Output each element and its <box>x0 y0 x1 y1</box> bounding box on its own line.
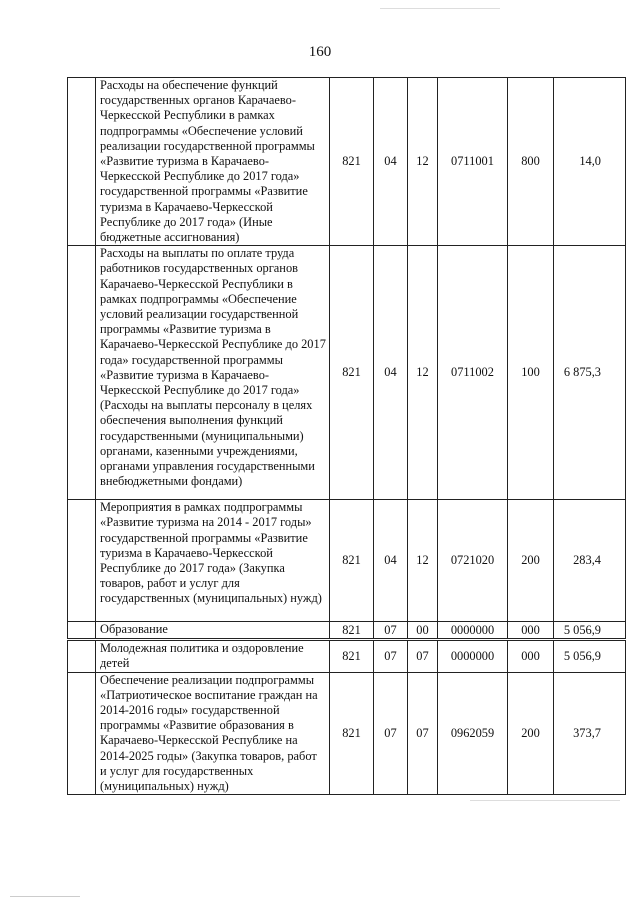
expense-name-cell: Молодежная политика и оздоровление детей <box>96 640 330 672</box>
subsection-code-cell: 12 <box>408 500 438 622</box>
page-number: 160 <box>308 44 332 60</box>
target-article-cell: 0000000 <box>438 622 508 640</box>
table-row <box>68 246 626 500</box>
scan-artifact <box>380 8 500 9</box>
grbs-code-cell: 821 <box>330 246 374 500</box>
table-row <box>68 78 626 246</box>
section-code-cell: 04 <box>374 78 408 246</box>
target-article-cell: 0711001 <box>438 78 508 246</box>
target-article-cell: 0000000 <box>438 640 508 672</box>
subsection-code-cell: 00 <box>408 622 438 640</box>
target-article-cell: 0721020 <box>438 500 508 622</box>
section-code-cell: 07 <box>374 672 408 795</box>
grbs-code-cell: 821 <box>330 78 374 246</box>
section-code-cell: 04 <box>374 246 408 500</box>
table-row <box>68 672 626 795</box>
subsection-code-cell: 12 <box>408 78 438 246</box>
expense-name-cell: Расходы на обеспечение функций государственных органов Карачаево-Черкесской Республики в рамках подпрограммы «Обеспечение условий реализации государственной программы «Развитие туризма в Карачаево-Черкесской Республике до 2017 года» государственной программы «Развитие туризма в Карачаево-Черкесской Республике до 2017 года» (Иные бюджетные ассигнования) <box>96 78 330 246</box>
row-number-cell <box>68 246 96 500</box>
expense-name-cell: Обеспечение реализации подпрограммы «Патриотическое воспитание граждан на 2014-2016 годы» государственной программы «Развитие образования в Карачаево-Черкесской Республике на 2014-2025 годы» (Закупка товаров, работ и услуг для государственных (муниципальных) нужд) <box>96 672 330 795</box>
expense-type-cell: 200 <box>508 500 554 622</box>
target-article-cell: 0962059 <box>438 672 508 795</box>
section-code-cell: 04 <box>374 500 408 622</box>
table-row <box>68 640 626 672</box>
row-number-cell <box>68 672 96 795</box>
amount-cell: 6 875,3 <box>554 246 626 500</box>
expense-name-cell: Мероприятия в рамках подпрограммы «Развитие туризма на 2014 - 2017 годы» государственной программы «Развитие туризма в Карачаево-Черкесской Республике до 2017 года» (Закупка товаров, работ и услуг для государственных (муниципальных) нужд) <box>96 500 330 622</box>
target-article-cell: 0711002 <box>438 246 508 500</box>
row-number-cell <box>68 622 96 640</box>
expense-type-cell: 100 <box>508 246 554 500</box>
amount-cell: 5 056,9 <box>554 640 626 672</box>
scan-artifact <box>470 800 620 801</box>
amount-cell: 283,4 <box>554 500 626 622</box>
section-code-cell: 07 <box>374 640 408 672</box>
table-row <box>68 622 626 640</box>
expense-type-cell: 000 <box>508 640 554 672</box>
grbs-code-cell: 821 <box>330 622 374 640</box>
row-number-cell <box>68 640 96 672</box>
expense-type-cell: 200 <box>508 672 554 795</box>
amount-cell: 5 056,9 <box>554 622 626 640</box>
table-row <box>68 500 626 622</box>
grbs-code-cell: 821 <box>330 640 374 672</box>
grbs-code-cell: 821 <box>330 672 374 795</box>
expense-name-cell: Расходы на выплаты по оплате труда работников государственных органов Карачаево-Черкесской Республики в рамках подпрограммы «Обеспечение условий реализации государственной программы «Развитие туризма в Карачаево-Черкесской Республике до 2017 года» государственной программы «Развитие туризма в Карачаево-Черкесской Республике до 2017 года» (Расходы на выплаты персоналу в целях обеспечения выполнения функций государственными (муниципальными) органами, казенными учреждениями, органами управления государственными внебюджетными фондами) <box>96 246 330 500</box>
expense-type-cell: 000 <box>508 622 554 640</box>
budget-table <box>67 77 626 795</box>
subsection-code-cell: 12 <box>408 246 438 500</box>
scan-artifact <box>10 896 80 897</box>
row-number-cell <box>68 500 96 622</box>
expense-name-cell: Образование <box>96 622 330 640</box>
amount-cell: 14,0 <box>554 78 626 246</box>
section-code-cell: 07 <box>374 622 408 640</box>
grbs-code-cell: 821 <box>330 500 374 622</box>
expense-type-cell: 800 <box>508 78 554 246</box>
row-number-cell <box>68 78 96 246</box>
subsection-code-cell: 07 <box>408 672 438 795</box>
subsection-code-cell: 07 <box>408 640 438 672</box>
amount-cell: 373,7 <box>554 672 626 795</box>
